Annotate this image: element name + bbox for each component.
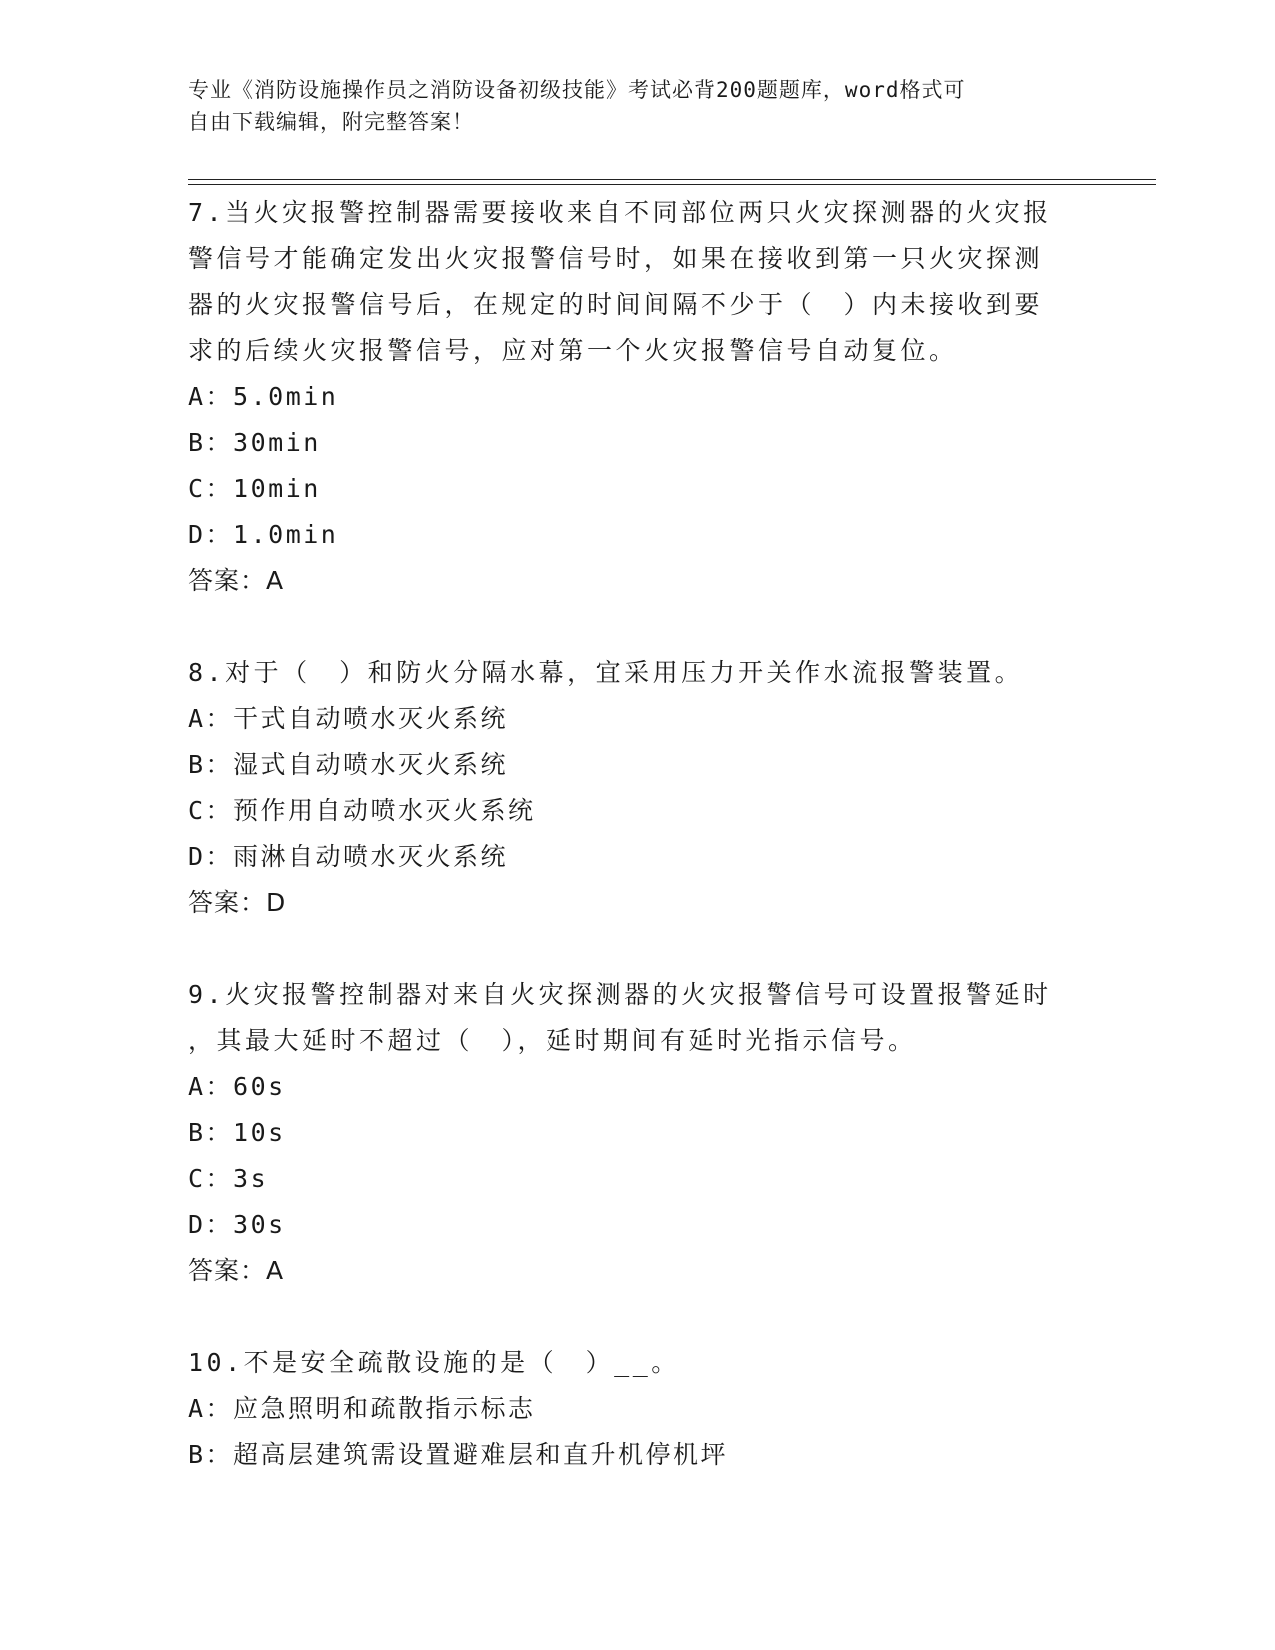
question-stem-line: ，其最大延时不超过（ ），延时期间有延时光指示信号。 <box>188 1026 917 1055</box>
answer: 答案：A <box>188 1256 285 1285</box>
question-list <box>188 190 1068 1478</box>
option-c: C：10min <box>188 474 321 503</box>
question-stem-line: 求的后续火灾报警信号，应对第一个火灾报警信号自动复位。 <box>188 336 958 365</box>
option-d: D：30s <box>188 1210 286 1239</box>
option-a: A：干式自动喷水灭火系统 <box>188 704 509 733</box>
question-9 <box>188 972 1068 1294</box>
question-stem-line: 器的火灾报警信号后，在规定的时间间隔不少于（ ）内未接收到要 <box>188 290 1044 319</box>
option-d: D：雨淋自动喷水灭火系统 <box>188 842 509 871</box>
option-b: B：超高层建筑需设置避难层和直升机停机坪 <box>188 1440 729 1469</box>
answer: 答案：A <box>188 566 285 595</box>
question-stem-line: 警信号才能确定发出火灾报警信号时，如果在接收到第一只火灾探测 <box>188 244 1044 273</box>
option-a: A：60s <box>188 1072 286 1101</box>
question-10 <box>188 1340 1068 1478</box>
question-7 <box>188 190 1068 604</box>
option-b: B：湿式自动喷水灭火系统 <box>188 750 509 779</box>
option-b: B：30min <box>188 428 321 457</box>
document-header <box>188 74 1068 138</box>
option-d: D：1.0min <box>188 520 339 549</box>
option-b: B：10s <box>188 1118 286 1147</box>
option-a: A：应急照明和疏散指示标志 <box>188 1394 536 1423</box>
question-stem-line: 7.当火灾报警控制器需要接收来自不同部位两只火灾探测器的火灾报 <box>188 198 1052 227</box>
header-divider-top <box>188 179 1156 180</box>
answer: 答案：D <box>188 888 287 917</box>
option-a: A：5.0min <box>188 382 339 411</box>
question-stem-line: 9.火灾报警控制器对来自火灾探测器的火灾报警信号可设置报警延时 <box>188 980 1052 1009</box>
option-c: C：预作用自动喷水灭火系统 <box>188 796 536 825</box>
question-stem-line: 8.对于（ ）和防火分隔水幕，宜采用压力开关作水流报警装置。 <box>188 658 1024 687</box>
header-line-2: 自由下载编辑，附完整答案！ <box>188 110 474 134</box>
header-line-1: 专业《消防设施操作员之消防设备初级技能》考试必背200题题库，word格式可 <box>188 78 966 102</box>
spacer <box>188 604 1068 650</box>
question-stem-line: 10.不是安全疏散设施的是（ ）__。 <box>188 1348 680 1377</box>
question-8 <box>188 650 1068 926</box>
spacer <box>188 1294 1068 1340</box>
header-divider-bottom <box>188 184 1156 185</box>
option-c: C：3s <box>188 1164 269 1193</box>
spacer <box>188 926 1068 972</box>
